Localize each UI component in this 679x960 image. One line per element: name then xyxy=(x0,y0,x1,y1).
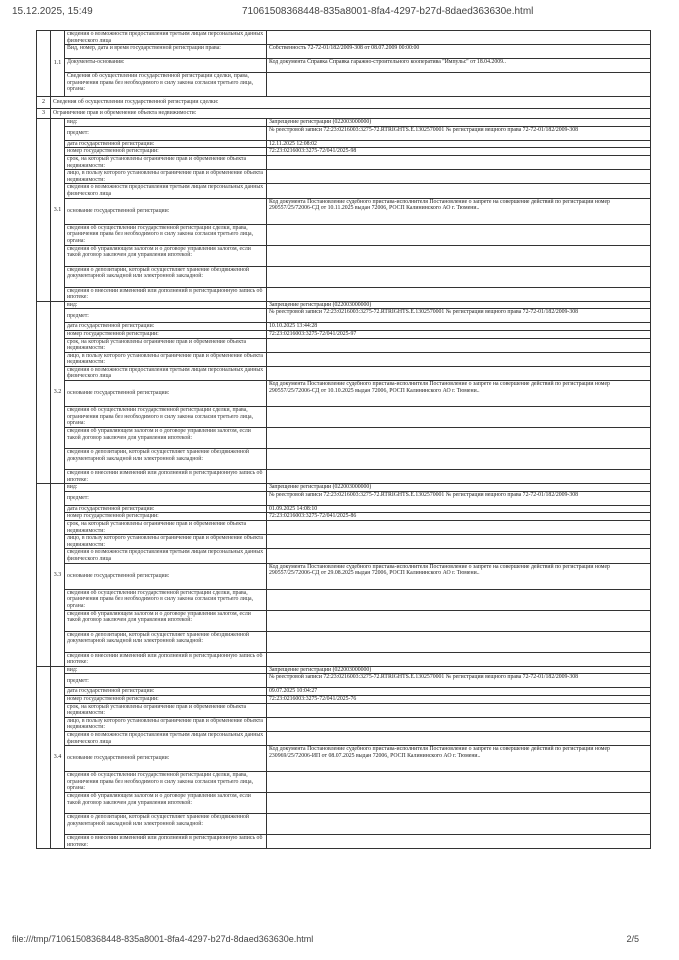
row-value: Собственность 72-72-01/182/2009-308 от 08.07.2009 00:00:00 xyxy=(267,45,651,59)
label-tret: сведения о возможности предоставления третьим лицам персональных данных физического лица xyxy=(65,731,267,745)
label-upr: сведения об управляющем залогом и о договоре управления залогом, если такой договор заключен для управления ипотекой: xyxy=(65,610,267,631)
section-title: Ограничение прав и обременение объекта недвижимости: xyxy=(51,109,651,119)
item-number: 3.2 xyxy=(51,301,65,484)
table-row xyxy=(37,323,651,331)
value-upr xyxy=(267,428,651,449)
value-tret xyxy=(267,731,651,745)
value-srok xyxy=(267,521,651,535)
table-row xyxy=(37,148,651,156)
table-row xyxy=(37,631,651,652)
table-row xyxy=(37,746,651,772)
print-page-number: 2/5 xyxy=(626,934,639,944)
value-dep xyxy=(267,631,651,652)
table-row xyxy=(37,97,651,109)
table-row xyxy=(37,428,651,449)
table-row xyxy=(37,59,651,73)
label-lico: лицо, в пользу которого установлены ограничение прав и обременение объекта недвижимости: xyxy=(65,535,267,549)
table-row xyxy=(37,366,651,380)
table-row xyxy=(37,287,651,301)
table-row xyxy=(37,652,651,666)
table-row xyxy=(37,170,651,184)
label-nomer: номер государственной регистрации: xyxy=(65,695,267,703)
value-predmet: № реестровой записи 72:23:0216003:3275-72.RTRIGHTS.E.1302570001 № регистрации вещного права 72-72-01/182/2009-308 xyxy=(267,674,651,688)
empty-cell xyxy=(37,484,51,667)
table-row xyxy=(37,549,651,563)
print-datetime: 15.12.2025, 15:49 xyxy=(12,6,93,17)
label-predmet: предмет: xyxy=(65,674,267,688)
print-footer xyxy=(0,934,679,948)
label-osn: основание государственной регистрации: xyxy=(65,381,267,407)
label-vid: вид: xyxy=(65,119,267,127)
table-row xyxy=(37,245,651,266)
table-row xyxy=(37,126,651,140)
label-izm: сведения о внесении изменений или дополнений в регистрационную запись об ипотеке: xyxy=(65,652,267,666)
table-row xyxy=(37,703,651,717)
table-row xyxy=(37,695,651,703)
label-tret: сведения о возможности предоставления третьим лицам персональных данных физического лица xyxy=(65,366,267,380)
label-dep: сведения о депозитарии, который осуществляет хранение обездвиженной документарной закладной или электронной закладной: xyxy=(65,449,267,470)
label-vid: вид: xyxy=(65,666,267,674)
table-row xyxy=(37,666,651,674)
table-row xyxy=(37,589,651,610)
value-data: 12.11.2025 12:08:02 xyxy=(267,140,651,148)
value-srok xyxy=(267,338,651,352)
label-bez: сведения об осуществлении государственной регистрации сделки, права, ограничения права без необходимого в силу закона согласия третьего лица, органа: xyxy=(65,407,267,428)
label-vid: вид: xyxy=(65,484,267,492)
table-row xyxy=(37,835,651,849)
label-dep: сведения о депозитарии, который осуществляет хранение обездвиженной документарной закладной или электронной закладной: xyxy=(65,266,267,287)
table-row xyxy=(37,535,651,549)
row-value xyxy=(267,31,651,45)
row-value: Код документа Справка Справка гаражно-строительного кооператива "Импульс" от 18.04.2009.. xyxy=(267,59,651,73)
table-row xyxy=(37,338,651,352)
label-predmet: предмет: xyxy=(65,491,267,505)
label-bez: сведения об осуществлении государственной регистрации сделки, права, ограничения права без необходимого в силу закона согласия третьего лица, органа: xyxy=(65,772,267,793)
table-row xyxy=(37,449,651,470)
table-row xyxy=(37,491,651,505)
row-label: Документы-основания: xyxy=(65,59,267,73)
value-predmet: № реестровой записи 72:23:0216003:3275-72.RTRIGHTS.E.1302570001 № регистрации вещного права 72-72-01/182/2009-308 xyxy=(267,491,651,505)
label-bez: сведения об осуществлении государственной регистрации сделки, права, ограничения права без необходимого в силу закона согласия третьего лица, органа: xyxy=(65,589,267,610)
table-row xyxy=(37,109,651,119)
value-lico xyxy=(267,717,651,731)
table-row xyxy=(37,610,651,631)
section-number: 3 xyxy=(37,109,51,119)
table-row xyxy=(37,381,651,407)
label-tret: сведения о возможности предоставления третьим лицам персональных данных физического лица xyxy=(65,184,267,198)
label-predmet: предмет: xyxy=(65,309,267,323)
label-osn: основание государственной регистрации: xyxy=(65,746,267,772)
label-vid: вид: xyxy=(65,301,267,309)
value-izm xyxy=(267,652,651,666)
table-row xyxy=(37,330,651,338)
table-row xyxy=(37,155,651,169)
table-row xyxy=(37,407,651,428)
value-osn: Код документа Постановление судебного пристава-исполнителя Постановление о запрете на совершение действий по регистрации номер 230969/25/72006-ИП от 08.07.2025 выдан 72006, РОСП Калининского АО г. Тюмени.. xyxy=(267,746,651,772)
value-predmet: № реестровой записи 72:23:0216003:3275-72.RTRIGHTS.E.1302570001 № регистрации вещного права 72-72-01/182/2009-308 xyxy=(267,309,651,323)
value-nomer: 72:23:0216003:3275-72/041/2025-98 xyxy=(267,148,651,156)
value-upr xyxy=(267,245,651,266)
empty-cell xyxy=(37,119,51,302)
label-data: дата государственной регистрации: xyxy=(65,505,267,513)
label-nomer: номер государственной регистрации: xyxy=(65,148,267,156)
table-row xyxy=(37,470,651,484)
item-number: 1.1 xyxy=(51,31,65,97)
value-data: 09.07.2025 10:04:27 xyxy=(267,688,651,696)
table-row xyxy=(37,184,651,198)
value-data: 10.10.2025 13:44:28 xyxy=(267,323,651,331)
print-header xyxy=(0,6,679,20)
value-bez xyxy=(267,589,651,610)
label-izm: сведения о внесении изменений или дополнений в регистрационную запись об ипотеке: xyxy=(65,287,267,301)
table-row xyxy=(37,198,651,224)
label-osn: основание государственной регистрации: xyxy=(65,198,267,224)
label-osn: основание государственной регистрации: xyxy=(65,563,267,589)
table-row xyxy=(37,484,651,492)
label-lico: лицо, в пользу которого установлены ограничение прав и обременение объекта недвижимости: xyxy=(65,717,267,731)
label-tret: сведения о возможности предоставления третьим лицам персональных данных физического лица xyxy=(65,549,267,563)
label-nomer: номер государственной регистрации: xyxy=(65,513,267,521)
print-file-path: file:///tmp/71061508368448-835a8001-8fa4-4297-b27d-8daed363630e.html xyxy=(12,934,314,944)
section-title: Сведения об осуществлении государственной регистрации сделки: xyxy=(51,97,651,109)
label-data: дата государственной регистрации: xyxy=(65,688,267,696)
label-data: дата государственной регистрации: xyxy=(65,323,267,331)
value-dep xyxy=(267,266,651,287)
table-row xyxy=(37,563,651,589)
value-osn: Код документа Постановление судебного пристава-исполнителя Постановление о запрете на совершение действий по регистрации номер 290557/25/72006-СД от 29.08.2025 выдан 72006, РОСП Калининского АО г. Тюмени.. xyxy=(267,563,651,589)
value-tret xyxy=(267,549,651,563)
section-number: 2 xyxy=(37,97,51,109)
table-row xyxy=(37,224,651,245)
table-row xyxy=(37,45,651,59)
item-number: 3.4 xyxy=(51,666,65,849)
table-row xyxy=(37,513,651,521)
table-row xyxy=(37,688,651,696)
table-row xyxy=(37,352,651,366)
table-row xyxy=(37,793,651,814)
label-data: дата государственной регистрации: xyxy=(65,140,267,148)
value-data: 01.09.2025 14:08:10 xyxy=(267,505,651,513)
label-srok: срок, на который установлены ограничение прав и обременение объекта недвижимости: xyxy=(65,338,267,352)
value-lico xyxy=(267,170,651,184)
label-upr: сведения об управляющем залогом и о договоре управления залогом, если такой договор заключен для управления ипотекой: xyxy=(65,428,267,449)
table-row xyxy=(37,717,651,731)
label-lico: лицо, в пользу которого установлены ограничение прав и обременение объекта недвижимости: xyxy=(65,352,267,366)
table-row xyxy=(37,505,651,513)
value-bez xyxy=(267,407,651,428)
label-dep: сведения о депозитарии, который осуществляет хранение обездвиженной документарной закладной или электронной закладной: xyxy=(65,814,267,835)
document-body xyxy=(36,30,650,849)
value-izm xyxy=(267,470,651,484)
value-predmet: № реестровой записи 72:23:0216003:3275-72.RTRIGHTS.E.1302570001 № регистрации вещного права 72-72-01/182/2009-308 xyxy=(267,126,651,140)
value-lico xyxy=(267,535,651,549)
table-row xyxy=(37,140,651,148)
value-vid: Запрещение регистрации (022003000000) xyxy=(267,666,651,674)
value-dep xyxy=(267,449,651,470)
value-izm xyxy=(267,835,651,849)
item-number: 3.3 xyxy=(51,484,65,667)
table-row xyxy=(37,731,651,745)
value-vid: Запрещение регистрации (022003000000) xyxy=(267,119,651,127)
table-row xyxy=(37,301,651,309)
table-row xyxy=(37,309,651,323)
value-osn: Код документа Постановление судебного пристава-исполнителя Постановление о запрете на совершение действий по регистрации номер 290557/25/72006-СД от 10.10.2025 выдан 72006, РОСП Калининского АО г. Тюмени.. xyxy=(267,381,651,407)
value-upr xyxy=(267,793,651,814)
value-dep xyxy=(267,814,651,835)
label-nomer: номер государственной регистрации: xyxy=(65,330,267,338)
empty-cell xyxy=(37,31,51,97)
table-row xyxy=(37,31,651,45)
label-izm: сведения о внесении изменений или дополнений в регистрационную запись об ипотеке: xyxy=(65,835,267,849)
label-izm: сведения о внесении изменений или дополнений в регистрационную запись об ипотеке: xyxy=(65,470,267,484)
value-nomer: 72:23:0216003:3275-72/041/2025-86 xyxy=(267,513,651,521)
label-bez: сведения об осуществлении государственной регистрации сделки, права, ограничения права без необходимого в силу закона согласия третьего лица, органа: xyxy=(65,224,267,245)
table-row xyxy=(37,119,651,127)
empty-cell xyxy=(37,301,51,484)
label-dep: сведения о депозитарии, который осуществляет хранение обездвиженной документарной закладной или электронной закладной: xyxy=(65,631,267,652)
label-srok: срок, на который установлены ограничение прав и обременение объекта недвижимости: xyxy=(65,521,267,535)
table-row xyxy=(37,266,651,287)
label-predmet: предмет: xyxy=(65,126,267,140)
table-row xyxy=(37,674,651,688)
table-row xyxy=(37,73,651,97)
value-vid: Запрещение регистрации (022003000000) xyxy=(267,484,651,492)
item-number: 3.1 xyxy=(51,119,65,302)
label-upr: сведения об управляющем залогом и о договоре управления залогом, если такой договор заключен для управления ипотекой: xyxy=(65,793,267,814)
label-lico: лицо, в пользу которого установлены ограничение прав и обременение объекта недвижимости: xyxy=(65,170,267,184)
row-label: Сведения об осуществлении государственной регистрации сделки, права, ограничения права без необходимого в силу закона согласия третьего лица, органа: xyxy=(65,73,267,97)
value-lico xyxy=(267,352,651,366)
value-tret xyxy=(267,184,651,198)
value-vid: Запрещение регистрации (022003000000) xyxy=(267,301,651,309)
row-label: Вид, номер, дата и время государственной регистрации права: xyxy=(65,45,267,59)
row-label: сведения о возможности предоставления третьим лицам персональных данных физического лица xyxy=(65,31,267,45)
table-row xyxy=(37,521,651,535)
value-bez xyxy=(267,772,651,793)
empty-cell xyxy=(37,666,51,849)
value-osn: Код документа Постановление судебного пристава-исполнителя Постановление о запрете на совершение действий по регистрации номер 290557/25/72006-СД от 10.11.2025 выдан 72006, РОСП Калининского АО г. Тюмени.. xyxy=(267,198,651,224)
label-upr: сведения об управляющем залогом и о договоре управления залогом, если такой договор заключен для управления ипотекой: xyxy=(65,245,267,266)
value-srok xyxy=(267,155,651,169)
value-nomer: 72:23:0216003:3275-72/041/2025-97 xyxy=(267,330,651,338)
value-srok xyxy=(267,703,651,717)
value-tret xyxy=(267,366,651,380)
table-row xyxy=(37,772,651,793)
row-value xyxy=(267,73,651,97)
table-row xyxy=(37,814,651,835)
value-izm xyxy=(267,287,651,301)
value-nomer: 72:23:0216003:3275-72/041/2025-76 xyxy=(267,695,651,703)
print-filename: 71061508368448-835a8001-8fa4-4297-b27d-8daed363630e.html xyxy=(242,6,534,17)
value-upr xyxy=(267,610,651,631)
registry-table xyxy=(36,30,651,849)
label-srok: срок, на который установлены ограничение прав и обременение объекта недвижимости: xyxy=(65,703,267,717)
value-bez xyxy=(267,224,651,245)
label-srok: срок, на который установлены ограничение прав и обременение объекта недвижимости: xyxy=(65,155,267,169)
